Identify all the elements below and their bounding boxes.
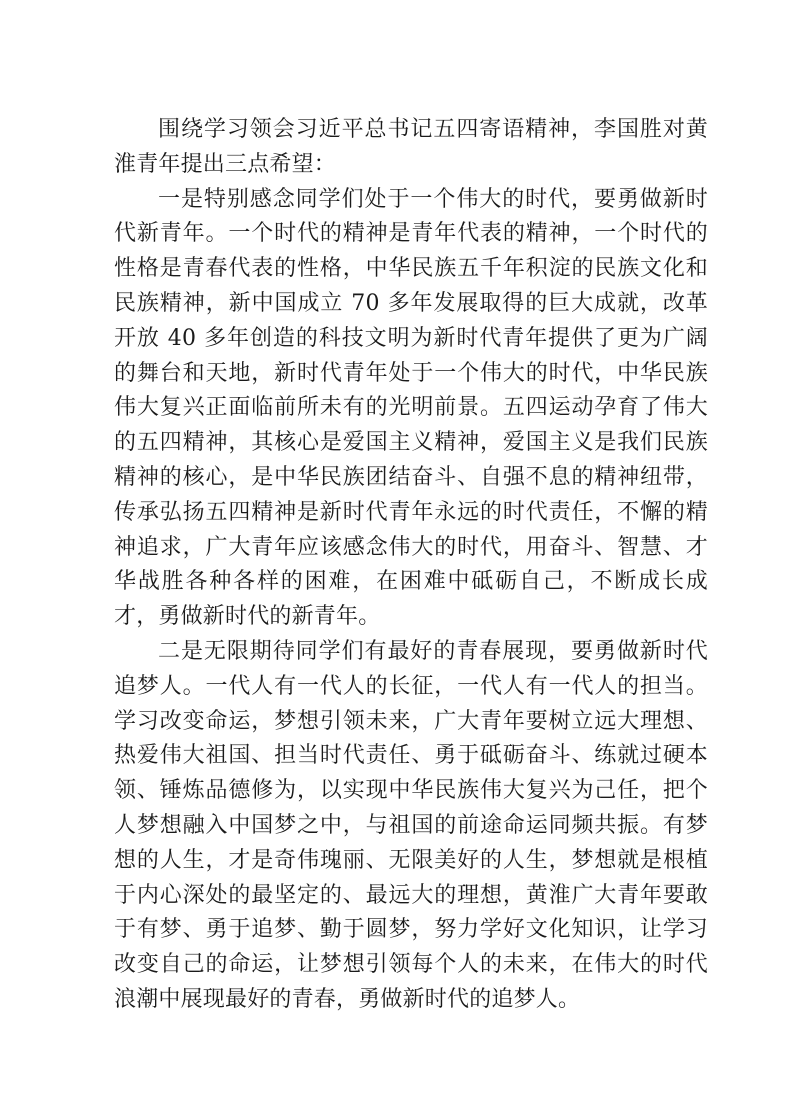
document-body xyxy=(114,113,708,1018)
paragraph-intro: 围绕学习领会习近平总书记五四寄语精神，李国胜对黄淮青年提出三点希望： xyxy=(114,117,708,177)
paragraph-hope-one: 一是特别感念同学们处于一个伟大的时代，要勇做新时代新青年。一个时代的精神是青年代表的精神，一个时代的性格是青春代表的性格，中华民族五千年积淀的民族文化和民族精神，新中国成立 70 多年发展取得的巨大成就，改革开放 40 多年创造的科技文明为新时代青年提供了更为广阔的舞台和天地，新时代青年处于一个伟大的时代，中华民族伟大复兴正面临前所未有的光明前景。五四运动孕育了伟大的五四精神，其核心是爱国主义精神，爱国主义是我们民族精神的核心，是中华民族团结奋斗、自强不息的精神纽带，传承弘扬五四精神是新时代青年永远的时代责任，不懈的精神追求，广大青年应该感念伟大的时代，用奋斗、智慧、才华战胜各种各样的困难，在困难中砥砺自己，不断成长成才，勇做新时代的新青年。 xyxy=(114,186,708,630)
paragraph-hope-two: 二是无限期待同学们有最好的青春展现，要勇做新时代追梦人。一代人有一代人的长征，一代人有一代人的担当。学习改变命运，梦想引领未来，广大青年要树立远大理想、热爱伟大祖国、担当时代责任、勇于砥砺奋斗、练就过硬本领、锤炼品德修为，以实现中华民族伟大复兴为己任，把个人梦想融入中国梦之中，与祖国的前途命运同频共振。有梦想的人生，才是奇伟瑰丽、无限美好的人生，梦想就是根植于内心深处的最坚定的、最远大的理想，黄淮广大青年要敢于有梦、勇于追梦、勤于圆梦，努力学好文化知识，让学习改变自己的命运，让梦想引领每个人的未来，在伟大的时代浪潮中展现最好的青春，勇做新时代的追梦人。 xyxy=(114,638,708,1012)
